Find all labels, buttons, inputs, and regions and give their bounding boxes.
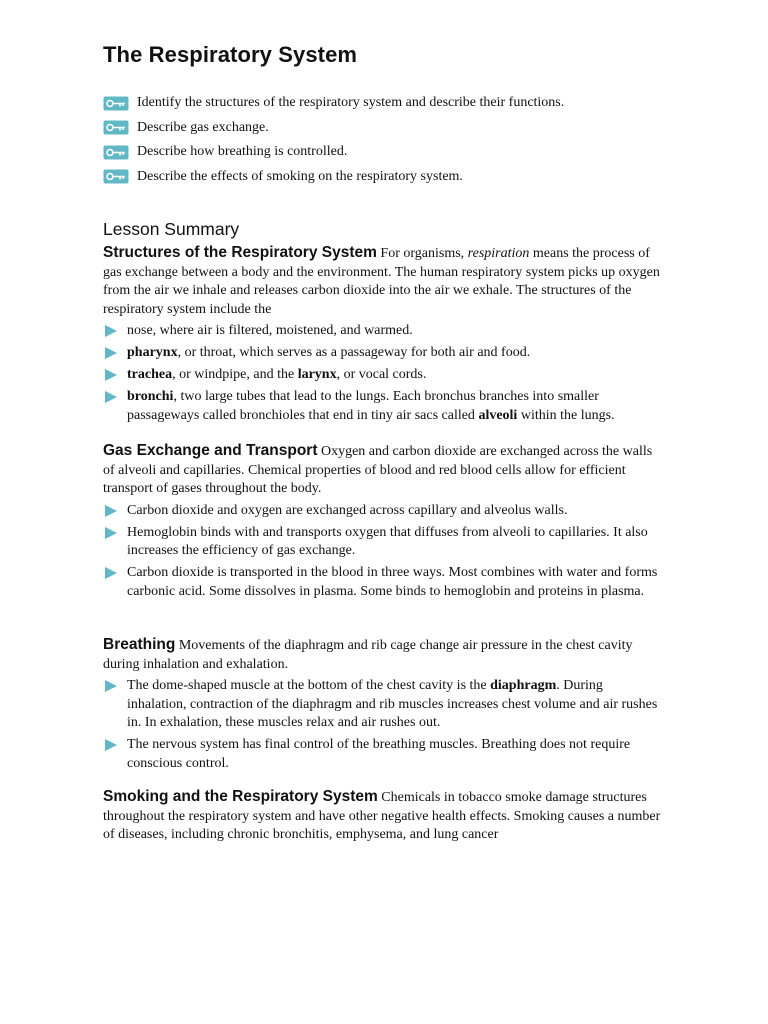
list-item (103, 502, 663, 521)
list-item (103, 322, 663, 341)
section-structures (103, 244, 663, 429)
section-heading: Gas Exchange and Transport (103, 442, 318, 459)
intro-text: Oxygen and carbon dioxide are exchanged across the walls of alveoli and capillaries. Chemical properties of blood and red blood cells allow for efficient transport of gases throughout the body. (103, 444, 653, 496)
objective-text: Identify the structures of the respiratory system and describe their functions. (137, 95, 565, 111)
list-item (103, 736, 663, 773)
lesson-summary-heading: Lesson Summary (103, 219, 240, 239)
bullet-text: Hemoglobin binds with and transports oxygen that diffuses from alveoli to capillaries. It also increases the efficiency of gas exchange. (127, 524, 648, 558)
page-title: The Respiratory System (103, 42, 358, 67)
section-paragraph (103, 442, 663, 499)
section-gas-exchange (103, 442, 663, 605)
objectives-list (103, 91, 703, 189)
intro-text: means the process of gas exchange between a body and the environment. The human respiratory system picks up oxygen from the air we inhale and releases carbon dioxide into the air we exhale. The structures of the respiratory system include the (103, 246, 660, 317)
bullet-text: within the lungs. (517, 407, 615, 423)
intro-text: For organisms, (376, 246, 468, 261)
bullet-term: alveoli (478, 407, 518, 423)
section-paragraph (103, 636, 663, 674)
section-heading: Smoking and the Respiratory System (103, 788, 378, 805)
key-icon (103, 169, 129, 184)
triangle-bullet-icon (105, 567, 117, 579)
key-icon (103, 96, 129, 111)
bullet-text: nose, where air is filtered, moistened, and warmed. (127, 323, 413, 338)
list-item (103, 524, 663, 561)
intro-italic: respiration (467, 246, 530, 261)
triangle-bullet-icon (105, 505, 117, 517)
key-icon (103, 145, 129, 160)
triangle-bullet-icon (105, 369, 117, 381)
section-heading: Breathing (103, 636, 176, 653)
bullet-text: The dome-shaped muscle at the bottom of the chest cavity is the (127, 678, 491, 693)
bullet-term: pharynx (127, 345, 178, 360)
list-item (103, 366, 663, 385)
list-item (103, 344, 663, 363)
section-paragraph (103, 244, 663, 319)
triangle-bullet-icon (105, 347, 117, 359)
section-paragraph (103, 788, 663, 845)
intro-text: Movements of the diaphragm and rib cage change air pressure in the chest cavity during inhalation and exhalation. (103, 638, 633, 672)
bullet-text: , or windpipe, and the (172, 367, 298, 382)
triangle-bullet-icon (105, 680, 117, 692)
objective-text: Describe how breathing is controlled. (137, 144, 348, 160)
list-item (103, 677, 663, 733)
objective-item (103, 116, 703, 141)
bullet-text: , or vocal cords. (336, 367, 427, 382)
triangle-bullet-icon (105, 391, 117, 403)
intro-text: Chemicals in tobacco smoke damage structures throughout the respiratory system and have other negative health effects. Smoking causes a number of diseases, including chronic bronchitis, emphysema, and lung cancer (103, 790, 661, 842)
objective-text: Describe gas exchange. (137, 119, 269, 135)
bullet-term: bronchi (127, 389, 174, 404)
list-item (103, 564, 663, 601)
list-item (103, 388, 663, 425)
bullet-term: diaphragm (490, 678, 557, 693)
objective-text: Describe the effects of smoking on the respiratory system. (137, 168, 463, 184)
bullet-text: . During inhalation, contraction of the diaphragm and rib muscles increases chest volume and air rushes in. In exhalation, these muscles relax and air rushes out. (127, 678, 658, 730)
triangle-bullet-icon (105, 325, 117, 337)
bullet-list (103, 677, 663, 773)
bullet-term: trachea (127, 367, 173, 382)
section-smoking (103, 788, 663, 845)
objective-item (103, 165, 703, 190)
bullet-text: Carbon dioxide and oxygen are exchanged across capillary and alveolus walls. (127, 502, 568, 518)
key-icon (103, 120, 129, 135)
triangle-bullet-icon (105, 739, 117, 751)
objective-item (103, 91, 703, 116)
bullet-term: larynx (297, 367, 337, 382)
bullet-text: , or throat, which serves as a passageway for both air and food. (177, 345, 531, 360)
bullet-text: , two large tubes that lead to the lungs. Each bronchus branches into smaller passageways called bronchioles that end in tiny air sacs called (127, 389, 599, 423)
section-heading: Structures of the Respiratory System (103, 244, 377, 261)
bullet-list (103, 322, 663, 425)
objective-item (103, 140, 703, 165)
triangle-bullet-icon (105, 527, 117, 539)
section-breathing (103, 636, 663, 777)
bullet-text: Carbon dioxide is transported in the blood in three ways. Most combines with water and forms carbonic acid. Some dissolves in plasma. Some binds to hemoglobin and proteins in plasma. (127, 565, 658, 599)
bullet-text: The nervous system has final control of the breathing muscles. Breathing does not require conscious control. (127, 737, 631, 771)
bullet-list (103, 502, 663, 602)
